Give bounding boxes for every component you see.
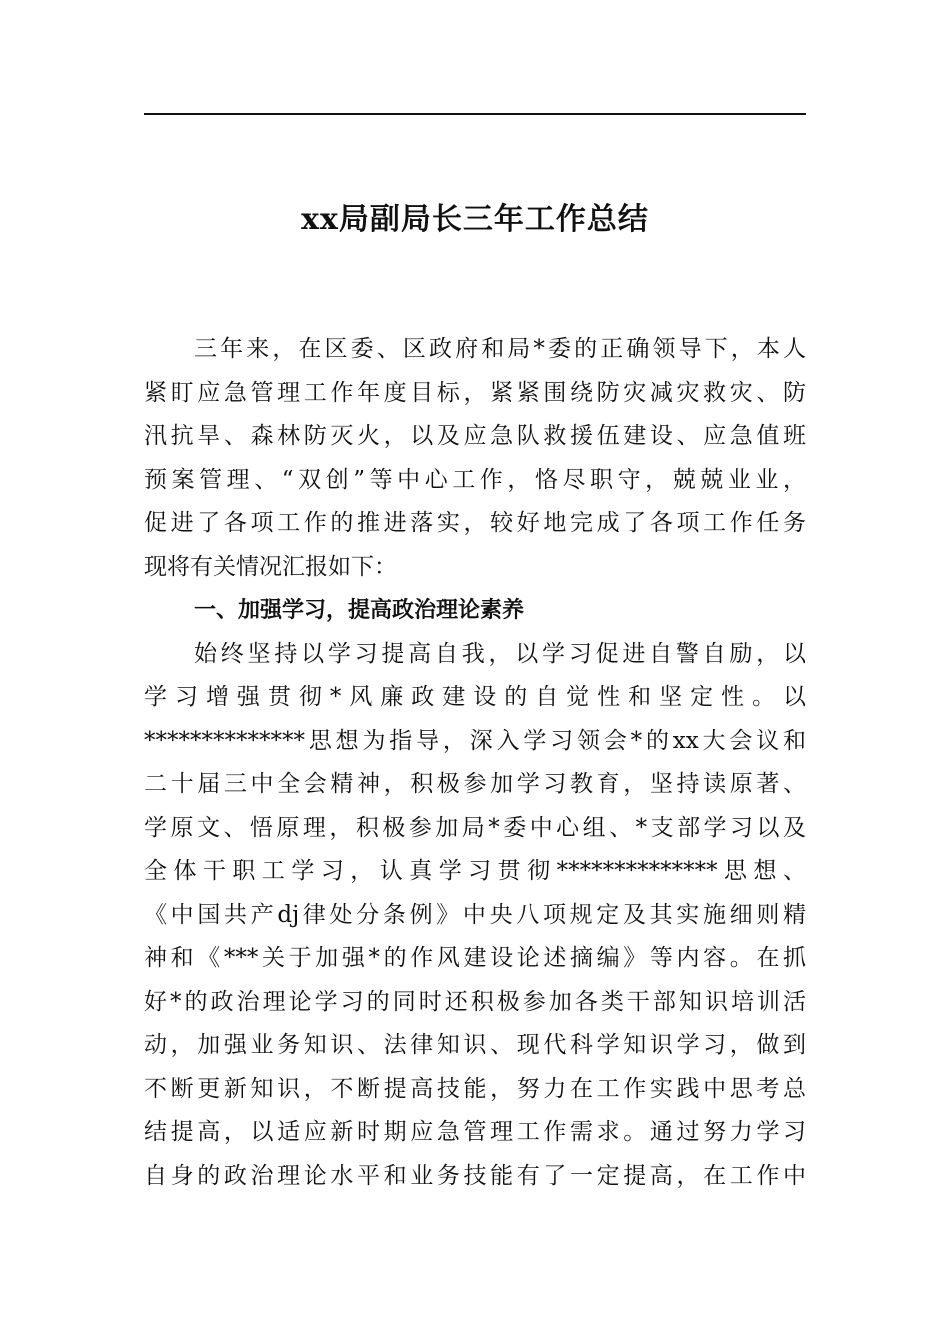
paragraph-line: 自身的政治理论水平和业务技能有了一定提高，在工作中: [144, 1162, 806, 1189]
paragraph-line: 二十届三中全会精神，积极参加学习教育，坚持读原著、: [144, 771, 806, 797]
paragraph-line: 神和《***关于加强*的作风建设论述摘编》等内容。在抓: [144, 945, 806, 971]
paragraph-line: 现将有关情况汇报如下：: [144, 553, 397, 580]
document-body: [144, 328, 806, 1198]
paragraph-line: 学原文、悟原理，积极参加局*委中心组、*支部学习以及: [144, 814, 806, 841]
paragraph-line: 结提高，以适应新时期应急管理工作需求。通过努力学习: [144, 1119, 806, 1145]
paragraph-line: 促进了各项工作的推进落实，较好地完成了各项工作任务: [144, 510, 806, 536]
paragraph-line: 汛抗旱、森林防灭火，以及应急队救援伍建设、应急值班: [144, 423, 806, 449]
document-title: xx局副局长三年工作总结: [301, 202, 649, 237]
paragraph-line: 预案管理、“双创”等中心工作，恪尽职守，兢兢业业，: [144, 466, 806, 493]
paragraph-line: 《中国共产dj律处分条例》中央八项规定及其实施细则精: [144, 901, 806, 928]
section-heading: 一、加强学习，提高政治理论素养: [194, 598, 525, 623]
paragraph-line: 动，加强业务知识、法律知识、现代科学知识学习，做到: [144, 1032, 806, 1058]
paragraph-line: 不断更新知识，不断提高技能，努力在工作实践中思考总: [144, 1075, 806, 1102]
paragraph-line: 始终坚持以学习提高自我，以学习促进自警自励，以: [194, 640, 806, 667]
paragraph-line: 三年来，在区委、区政府和局*委的正确领导下，本人: [194, 336, 806, 362]
paragraph-line: 好*的政治理论学习的同时还积极参加各类干部知识培训活: [144, 988, 806, 1015]
paragraph-line: 紧盯应急管理工作年度目标，紧紧围绕防灾减灾救灾、防: [144, 379, 806, 406]
paragraph-line: 学习增强贯彻*风廉政建设的自觉性和坚定性。以: [144, 684, 806, 710]
paragraph-line: 全体干职工学习，认真学习贯彻**************思想、: [144, 858, 806, 884]
paragraph-line: **************思想为指导，深入学习领会*的xx大会议和: [144, 727, 806, 754]
header-rule: [144, 113, 806, 115]
